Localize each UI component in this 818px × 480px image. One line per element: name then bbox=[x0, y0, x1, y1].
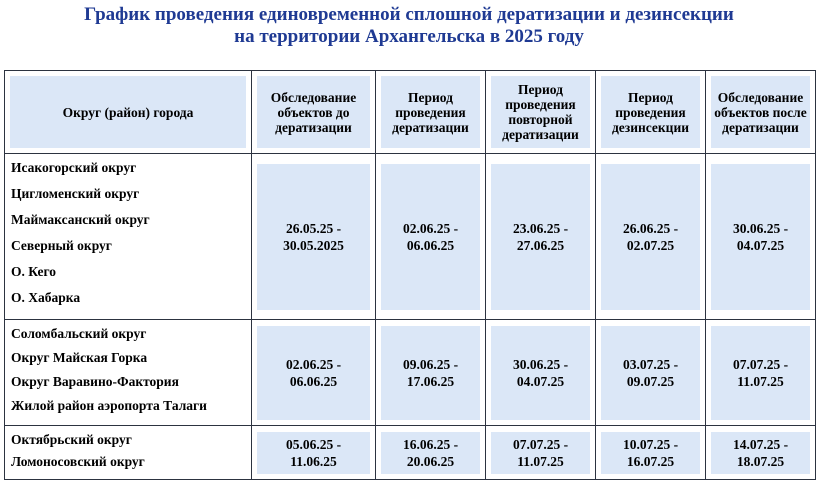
title-line-1: График проведения единовременной сплошной дератизации и дезинсекции bbox=[84, 4, 734, 25]
date-end: 27.06.25 bbox=[516, 237, 565, 253]
district-name: Цигломенский округ bbox=[11, 186, 140, 201]
date-end: 17.06.25 bbox=[406, 373, 455, 389]
date-range bbox=[711, 326, 810, 420]
date-end: 11.07.25 bbox=[517, 453, 564, 469]
district-name: Маймаксанский округ bbox=[11, 212, 150, 227]
date-start: 26.05.25 - bbox=[285, 220, 342, 236]
district-name: Северный округ bbox=[11, 238, 112, 253]
date-end: 20.06.25 bbox=[406, 453, 455, 469]
date-cell bbox=[706, 320, 816, 426]
date-cell bbox=[376, 426, 486, 480]
document-title bbox=[0, 4, 818, 48]
header-cell-district bbox=[5, 71, 252, 154]
date-range bbox=[491, 432, 590, 474]
date-end: 04.07.25 bbox=[516, 373, 565, 389]
date-start: 05.06.25 - bbox=[285, 436, 342, 452]
district-list-cell bbox=[5, 154, 252, 320]
date-range bbox=[491, 326, 590, 420]
date-cell bbox=[706, 154, 816, 320]
date-end: 06.06.25 bbox=[289, 373, 338, 389]
header-survey-before-label: Обследование объектов до дератизации bbox=[257, 76, 370, 148]
district-name: О. Кего bbox=[11, 264, 57, 279]
date-cell bbox=[596, 426, 706, 480]
date-start: 23.06.25 - bbox=[512, 220, 569, 236]
date-range bbox=[257, 164, 370, 310]
date-start: 16.06.25 - bbox=[402, 436, 459, 452]
title-line-2: на территории Архангельска в 2025 году bbox=[234, 26, 584, 47]
date-range bbox=[381, 326, 480, 420]
date-end: 30.05.2025 bbox=[283, 237, 344, 253]
header-deratization-label: Период проведения дератизации bbox=[381, 76, 480, 148]
table-header-row bbox=[5, 71, 816, 154]
date-end: 02.07.25 bbox=[626, 237, 675, 253]
date-cell bbox=[596, 320, 706, 426]
date-end: 18.07.25 bbox=[736, 453, 785, 469]
date-cell bbox=[252, 426, 376, 480]
header-repeat-deratization-label: Период проведения повторной дератизации bbox=[491, 76, 590, 148]
date-end: 11.06.25 bbox=[290, 453, 337, 469]
date-start: 07.07.25 - bbox=[512, 436, 569, 452]
date-cell bbox=[486, 320, 596, 426]
date-cell bbox=[252, 154, 376, 320]
header-cell-survey-before bbox=[252, 71, 376, 154]
date-range bbox=[257, 432, 370, 474]
district-list bbox=[5, 154, 251, 319]
date-start: 30.06.25 - bbox=[732, 220, 789, 236]
date-start: 03.07.25 - bbox=[622, 356, 679, 372]
date-cell bbox=[252, 320, 376, 426]
table-row bbox=[5, 426, 816, 480]
date-range bbox=[711, 432, 810, 474]
date-range bbox=[491, 164, 590, 310]
date-cell bbox=[376, 320, 486, 426]
date-range bbox=[711, 164, 810, 310]
date-cell bbox=[486, 426, 596, 480]
date-cell bbox=[706, 426, 816, 480]
table-row bbox=[5, 154, 816, 320]
date-start: 02.06.25 - bbox=[285, 356, 342, 372]
district-name: Октябрьский округ bbox=[11, 432, 132, 447]
header-cell-disinsection bbox=[596, 71, 706, 154]
district-name: Соломбальский округ bbox=[11, 326, 147, 341]
district-list bbox=[5, 426, 251, 479]
date-start: 10.07.25 - bbox=[622, 436, 679, 452]
date-end: 06.06.25 bbox=[406, 237, 455, 253]
schedule-table bbox=[4, 70, 816, 480]
date-range bbox=[601, 432, 700, 474]
district-name: Округ Майская Горка bbox=[11, 350, 148, 365]
date-range bbox=[601, 326, 700, 420]
date-cell bbox=[486, 154, 596, 320]
date-range bbox=[381, 432, 480, 474]
district-name: Ломоносовский округ bbox=[11, 454, 145, 469]
header-disinsection-label: Период проведения дезинсекции bbox=[601, 76, 700, 148]
date-end: 16.07.25 bbox=[626, 453, 675, 469]
district-list-cell bbox=[5, 320, 252, 426]
district-name: О. Хабарка bbox=[11, 290, 81, 305]
date-start: 26.06.25 - bbox=[622, 220, 679, 236]
date-end: 11.07.25 bbox=[737, 373, 784, 389]
date-range bbox=[257, 326, 370, 420]
header-cell-survey-after bbox=[706, 71, 816, 154]
district-list-cell bbox=[5, 426, 252, 480]
date-range bbox=[601, 164, 700, 310]
district-name: Исакогорский округ bbox=[11, 160, 137, 175]
date-start: 09.06.25 - bbox=[402, 356, 459, 372]
district-name: Округ Варавино-Фактория bbox=[11, 374, 179, 389]
table-row bbox=[5, 320, 816, 426]
header-district-label: Округ (район) города bbox=[10, 76, 246, 148]
date-range bbox=[381, 164, 480, 310]
date-start: 07.07.25 - bbox=[732, 356, 789, 372]
date-start: 30.06.25 - bbox=[512, 356, 569, 372]
date-end: 09.07.25 bbox=[626, 373, 675, 389]
date-start: 14.07.25 - bbox=[732, 436, 789, 452]
header-survey-after-label: Обследование объектов после дератизации bbox=[711, 76, 810, 148]
district-list bbox=[5, 320, 251, 425]
header-cell-repeat-deratization bbox=[486, 71, 596, 154]
date-cell bbox=[596, 154, 706, 320]
date-end: 04.07.25 bbox=[736, 237, 785, 253]
date-start: 02.06.25 - bbox=[402, 220, 459, 236]
date-cell bbox=[376, 154, 486, 320]
header-cell-deratization bbox=[376, 71, 486, 154]
district-name: Жилой район аэропорта Талаги bbox=[11, 398, 207, 413]
